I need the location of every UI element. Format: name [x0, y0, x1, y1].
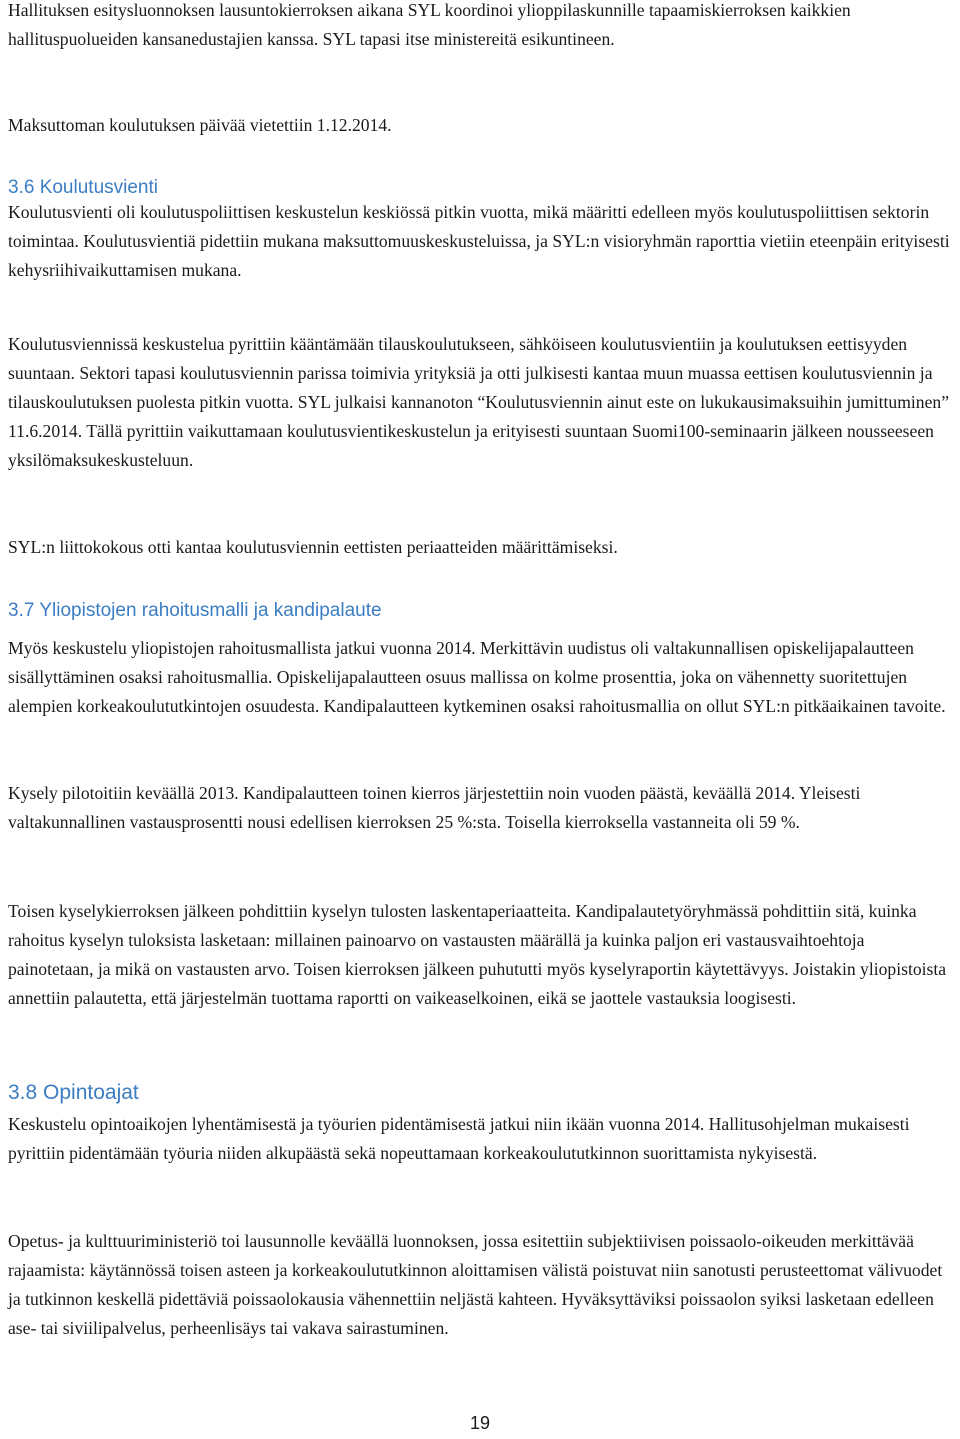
paragraph-ministers: Hallituksen esitysluonnoksen lausuntokierroksen aikana SYL koordinoi ylioppilaskunnille tapaamiskierroksen kaikkien hallituspuolueiden kansanedustajien kanssa. SYL tapasi itse ministereitä esikuntineen.: [8, 0, 851, 49]
heading-koulutusvienti: 3.6 Koulutusvienti: [8, 177, 158, 198]
paragraph-laskentaperiaatteet: Toisen kyselykierroksen jälkeen pohdittiin kyselyn tulosten laskentaperiaatteita. Kandipalautetyöryhmässä pohdittiin sitä, kuinka rahoitus kyselyn tuloksista lasketaan: millainen painoarvo on vastausten määrällä ja kuinka paljon eri vastausvaihtoehtoja painotetaan, ja mikä on vastausten arvo. Toisen kierroksen jälkeen puhututti myös kyselyraportin käytettävyys. Joistakin yliopistoista annettiin palautetta, että järjestelmän tuottama raportti on vaikeaselkoinen, eikä se jaottele vastauksia loogisesti.: [8, 901, 947, 1008]
paragraph-koulutusvienti-intro: Koulutusvienti oli koulutuspoliittisen keskustelun keskiössä pitkin vuotta, mikä määritti edelleen myös koulutuspoliittisen sektorin toimintaa. Koulutusvientiä pidettiin mukana maksuttomuuskeskusteluissa, ja SYL:n visioryhmän raporttia vietiin eteenpäin erityisesti kehysriihivaikuttamisen mukana.: [8, 202, 950, 280]
paragraph-poissaolo-oikeus: Opetus- ja kulttuuriministeriö toi lausunnolle keväällä luonnoksen, jossa esitettiin subjektiivisen poissaolo-oikeuden merkittävää rajaamista: käytännössä toisen asteen ja korkeakoulututkinnon aloittamisen välistä poistuvat niin sanotusti perusteettomat välivuodet ja tutkinnon keskellä pidettäviä poissaolokausia vähennettiin neljästä kahteen. Hyväksyttäviksi poissaolon syiksi lasketaan edelleen ase- tai siviilipalvelus, perheenlisäys tai vakava sairastuminen.: [8, 1231, 943, 1338]
paragraph-koulutusvienti-ethics: Koulutusviennissä keskustelua pyrittiin kääntämään tilauskoulutukseen, sähköiseen koulutusvientiin ja koulutuksen eettisyyden suuntaan. Sektori tapasi koulutusviennin parissa toimivia yrityksiä ja otti julkisesti kantaa muun muassa eettisen koulutusviennin ja tilauskoulutuksen puolesta pitkin vuotta. SYL julkaisi kannanoton “Koulutusviennin ainut este on lukukausimaksuihin jumittuminen” 11.6.2014. Tällä pyrittiin vaikuttamaan koulutusvientikeskustelun ja erityisesti suuntaan Suomi100-seminaarin jälkeen nousseeseen yksilömaksukeskusteluun.: [8, 334, 949, 470]
paragraph-kysely-pilotointi: Kysely pilotoitiin keväällä 2013. Kandipalautteen toinen kierros järjestettiin noin vuoden päästä, keväällä 2014. Yleisesti valtakunnallinen vastausprosentti nousi edellisen kierroksen 25 %:sta. Toisella kierroksella vastanneita oli 59 %.: [8, 783, 861, 832]
paragraph-opintoajat: Keskustelu opintoaikojen lyhentämisestä ja työurien pidentämisestä jatkui niin ikään vuonna 2014. Hallitusohjelman mukaisesti pyrittiin pidentämään työuria niiden alkupäästä sekä nopeuttamaan korkeakoulututkinnon suorittamista nykyisestä.: [8, 1114, 910, 1163]
paragraph-rahoitusmalli: Myös keskustelu yliopistojen rahoitusmallista jatkui vuonna 2014. Merkittävin uudistus oli valtakunnallisen opiskelijapalautteen sisällyttäminen osaksi rahoitusmallia. Opiskelijapalautteen osuus mallissa on kolme prosenttia, joka on vähennetty suoritettujen alempien korkeakoulututkintojen osuudesta. Kandipalautteen kytkeminen osaksi rahoitusmallia on ollut SYL:n pitkäaikainen tavoite.: [8, 638, 946, 716]
paragraph-free-education-day: Maksuttoman koulutuksen päivää vietettiin 1.12.2014.: [8, 115, 392, 135]
paragraph-liittokokous: SYL:n liittokokous otti kantaa koulutusviennin eettisten periaatteiden määrittämiseksi.: [8, 537, 618, 557]
heading-rahoitusmalli: 3.7 Yliopistojen rahoitusmalli ja kandipalaute: [8, 600, 382, 621]
heading-opintoajat: 3.8 Opintoajat: [8, 1081, 139, 1104]
page-number: 19: [469, 1413, 491, 1433]
